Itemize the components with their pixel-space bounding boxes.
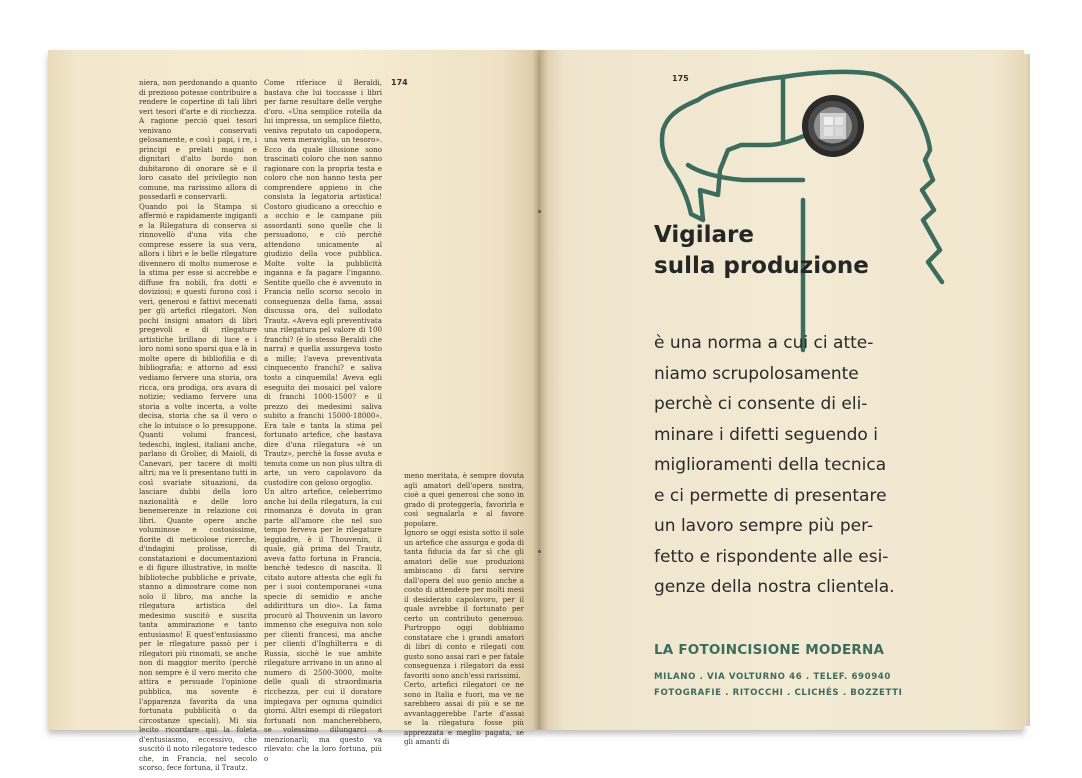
body-line: genze della nostra clientela. (654, 577, 895, 597)
paragraph: Certo, artefici rilegatori ce ne sono in Italia e fuori, ma ve ne sarebbero assai di più e se ne avvantaggerebbe l'arte d'assai se la rilegatura fosse più apprezzata e meglio pagata, se gli amanti di (404, 680, 524, 747)
body-line: è una norma a cui ci atte- (654, 333, 874, 353)
magazine-spread (48, 50, 1030, 773)
paragraph: meno meritata, è sempre dovuta agli amatori dell'opera nostra, cioè a quei generosi che sono in grado di proteggerla, favorirla e così segnalarla e al favore popolare. (404, 471, 524, 528)
body-line: fetto e rispondente alle esi- (654, 546, 889, 567)
company-services: FOTOGRAFIE . RITOCCHI . CLICHÉS . BOZZETTI (654, 688, 903, 698)
company-address: MILANO . VIA VOLTURNO 46 . TELEF. 690940 (654, 672, 891, 682)
headline-line-1: Vigilare (654, 222, 754, 248)
paragraph: Come riferisce il Beraldi, bastava che lui toccasse i libri per farne resultare delle verghe d'oro. «Una semplice rotella da lui impressa, un semplice filetto, veniva reputato un capodopera, una vera meraviglia, un tesoro». Ecco da quale illusione sono trascinati coloro che non sanno ragionare con la propria testa e coloro che non hanno testa per comprendere appieno in che consista la legatoria artistica! Costoro giudicano a orecchio e a occhio e le campane più assordanti sono quelle che li persuadono, e ciò perchè attendono unicamente al giudizio della voce pubblica. Molte volte la pubblicità inganna e fa pagare l'inganno. Sentite quello che è avvenuto in Francia nello scorso secolo in conseguenza della fama, assai discussa ora, del sullodato Trautz. «Aveva egli preventivata una rilegatura pel valore di 100 franchi? (è lo stesso Beraldi che narra) e quella assurgeva tosto a mille; l'aveva preventivata cinquecento franchi? e saliva tosto a cinquemila! Aveva egli eseguito dei mosaici pel valore di franchi 1000-1500? e il prezzo dei medesimi saliva subito a franchi 15000-18000». Era tale e tanta la stima pel fortunato artefice, che bastava dire d'una rilegatura «è un Trautz», perchè la fosse avuta e tenuta come un non plus ultra di arte, un vero capolavoro da custodire con geloso orgoglio. (264, 78, 382, 487)
body-line: e ci permette di presentare (654, 485, 887, 506)
page-number-left: 174 (391, 78, 408, 87)
paragraph: Quando poi la Stampa si affermò e rapidamente ingiganti e la Rilegatura di conserva si rinnovellò d'una vita che comprese essere la sua vera, allora i libri e le belle rilegature divennero di molto numerose e la stima per esse si accrebbe e diffuse fra nobili, fra dotti e doviziosi; e questi furono così i veri, generosi e fattivi mecenati per gli artefici rilegatori. Non pochi insigni amatori di libri pregevoli e di rilegature artistiche brillano di luce e i loro nomi sono sparsi qua e là in molte opere di bibliofilia e di bibliografia; e attorno ad essi vediamo fervere una storia, ora ricca, ora prodiga, ora avara di notizie; vediamo fervere una storia a volte incerta, a volte decisa, storia che sa il vero o che lo intuisce o lo presuppone. Quanti volumi francesi, tedeschi, inglesi, italiani anche, parlano di Grolier, di Maioli, di Canevari, per tacere di molti altri; ma ve li presentano tutti in così svariate situazioni, da lasciare dubbi della loro nazionalità e delle loro benemerenze in relazione coi libri. Quante opere anche voluminose e costosissime, fiorite di meticolose ricerche, d'indagini prolisse, di constatazioni e documentazioni e di figure illustrative, in molte biblioteche pubbliche e private, stanno a dimostrare come non solo il libro, ma anche la rilegatura artistica del medesimo suscitò e suscita tanta ammirazione e tanto entusiasmo! E quest'entusiasmo per le rilegature passò per i rilegatori più rinomati, se anche non di maggior merito (perchè non sempre è il vero merito che attira e persuade l'opinione pubblica, ma sovente è l'apparenza favorita da una fortunata pubblicità o da circostanze speciali). Mi sia lecito ricordare qui la foleta d'entusiasmo, eccessivo, che suscitò il noto rilegatore tedesco che, in Francia, nel secolo scorso, fece fortuna, il Trautz. (139, 201, 258, 773)
paragraph: Un altro artefice, celeberrimo anche lui della rilegatura, la cui rinomanza è dovuta in gran parte all'amore che nel suo tempo ferveva per le rilegature leggiadre, è il Thouvenin, il quale, già prima del Trautz, aveva fatto fortuna in Francia, benchè tedesco di nascita. Il citato autore attesta che egli fu per i suoi contemporanei «una specie di semidio e anche addirittura un dio». La fama procurò al Thouvenin un lavoro immenso che eseguiva non solo per clienti francesi, ma anche per clienti d'Inghilterra e di Russia, sicchè le sue ambite rilegature arrivano in un anno al numero di 2500-3000, molte delle quali di straordinaria ricchezza, per cui il doratore impiegava per ognuna quindici giorni. Altri esempi di rilegatori fortunati non mancherebbero, se volessimo dilungarci a menzionarli; ma questo va rilevato: che la loro fortuna, più o (264, 487, 382, 763)
eagle-neck-curve (688, 165, 803, 180)
ad-headline (654, 220, 869, 282)
body-line: miglioramenti della tecnica (654, 455, 887, 475)
body-line: un lavoro sempre più per- (654, 516, 874, 536)
body-line: minare i difetti seguendo i (654, 424, 878, 445)
page-number-right: 175 (672, 74, 689, 83)
headline-line-2: sulla produzione (654, 253, 869, 279)
paragraph: niera, non perdonando a quanto di prezioso potesse contribuire a rendere le copertine di tali libri veri tesori d'arte e di ricchezza. A ragione perciò quei tesori venivano conservati gelosamente, e così i papi, i re, i principi e prelati magni e dignitari d'alto bordo non dubitarono di onorare sè e il loro casato del privilegio non comune, ma rarissimo allora di possedarli e conservarli. (139, 78, 258, 202)
body-line: niamo scrupolosamente (654, 363, 859, 384)
body-line: perchè ci consente di eli- (654, 394, 868, 414)
paragraph: Ignoro se oggi esista sotto il sole un artefice che assurga e goda di tanta fiducia da far sì che gli amatori delle sue produzioni ambiscano di farsi servire dall'opera del suo genio anche a costo di attendere per molti mesi il desiderato capolavoro, per il quale avrebbe il fortunato per certo un contributo generoso. Purtroppo oggi dobbiamo constatare che i grandi amatori di libri di conto e rilegati con gusto sono assai rari e per fatale conseguenza i rilegatori da essi favoriti sono anch'essi rarissimi. (404, 528, 524, 680)
eagle-beak-inner (662, 77, 808, 220)
ad-body-copy (654, 328, 954, 603)
camera-lens-icon (802, 95, 864, 157)
company-name: LA FOTOINCISIONE MODERNA (654, 642, 885, 658)
